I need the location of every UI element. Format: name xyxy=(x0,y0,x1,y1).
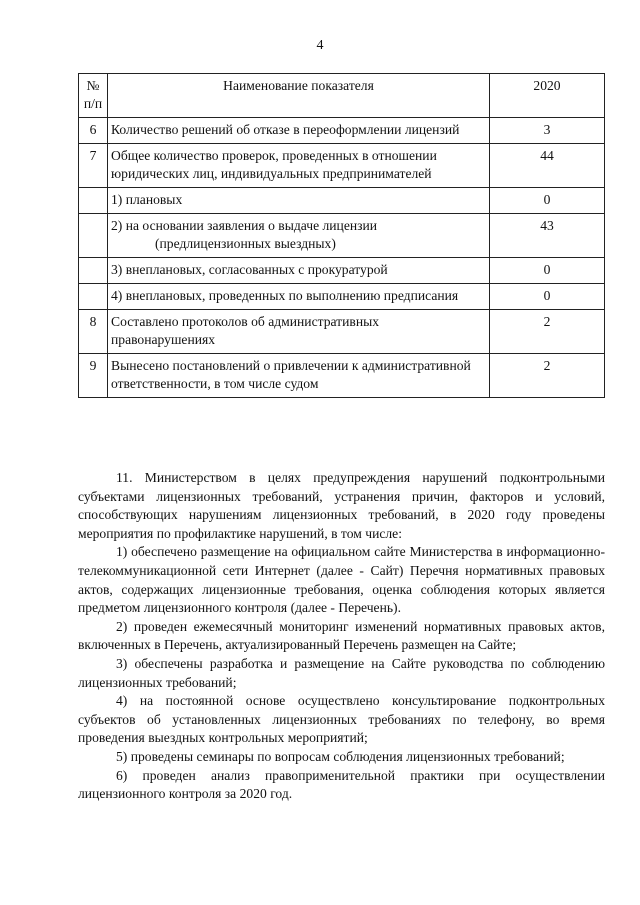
row-value: 0 xyxy=(490,258,605,284)
page-number: 4 xyxy=(316,38,324,53)
header-year: 2020 xyxy=(490,74,605,118)
row-name: 1) плановых xyxy=(108,188,490,214)
row-name: Составлено протоколов об административных правонарушениях xyxy=(108,310,490,354)
header-num: № п/п xyxy=(79,74,108,118)
row-value: 2 xyxy=(490,310,605,354)
paragraph-item-1: 1) обеспечено размещение на официальном сайте Министерства в информационно-телекоммуникационной сети Интернет (далее - Сайт) Перечня нормативных правовых актов, содержащих лицензионные требования, оценка соблюдения которых является предметом лицензионного контроля (далее - Перечень). xyxy=(78,544,605,616)
header-name: Наименование показателя xyxy=(108,74,490,118)
row-name-line1: 2) на основании заявления о выдаче лицензии xyxy=(111,218,378,233)
row-num: 6 xyxy=(79,118,108,144)
table-row xyxy=(79,188,605,214)
row-value: 43 xyxy=(490,214,605,258)
table-row xyxy=(79,118,605,144)
paragraph-item-5: 5) проведены семинары по вопросам соблюдения лицензионных требований; xyxy=(116,748,565,764)
row-value: 0 xyxy=(490,188,605,214)
row-num: 7 xyxy=(79,144,108,188)
table-row xyxy=(79,258,605,284)
row-num: 8 xyxy=(79,310,108,354)
table-row xyxy=(79,310,605,354)
row-name-line2: (предлицензионных выездных) xyxy=(155,236,336,251)
row-name: Количество решений об отказе в переоформлении лицензий xyxy=(108,118,490,144)
table-header-row xyxy=(79,74,605,118)
row-value: 0 xyxy=(490,284,605,310)
row-num xyxy=(79,188,108,214)
row-num xyxy=(79,214,108,258)
table-row xyxy=(79,214,605,258)
row-name: Общее количество проверок, проведенных в отношении юридических лиц, индивидуальных предпринимателей xyxy=(108,144,490,188)
row-name: 3) внеплановых, согласованных с прокуратурой xyxy=(108,258,490,284)
row-name: Вынесено постановлений о привлечении к административной ответственности, в том числе судом xyxy=(108,354,490,398)
row-num: 9 xyxy=(79,354,108,398)
row-num xyxy=(79,284,108,310)
body-text xyxy=(78,469,605,804)
paragraph-item-4: 4) на постоянной основе осуществлено консультирование подконтрольных субъектов об установленных лицензионных требованиях по телефону, во время проведения выездных контрольных мероприятий; xyxy=(78,693,605,746)
table-row xyxy=(79,284,605,310)
indicators-table xyxy=(78,73,605,398)
row-value: 44 xyxy=(490,144,605,188)
row-num xyxy=(79,258,108,284)
table-row xyxy=(79,354,605,398)
table-row xyxy=(79,144,605,188)
paragraph-item-2: 2) проведен ежемесячный мониторинг изменений нормативных правовых актов, включенных в Перечень, актуализированный Перечень размещен на Сайте; xyxy=(78,618,605,653)
row-name: 4) внеплановых, проведенных по выполнению предписания xyxy=(108,284,490,310)
paragraph-item-3: 3) обеспечены разработка и размещение на Сайте руководства по соблюдению лицензионных требований; xyxy=(78,655,605,690)
row-value: 3 xyxy=(490,118,605,144)
row-value: 2 xyxy=(490,354,605,398)
row-name xyxy=(108,214,490,258)
paragraph-item-6: 6) проведен анализ правоприменительной практики при осуществлении лицензионного контроля за 2020 год. xyxy=(78,767,605,802)
paragraph-intro: 11. Министерством в целях предупреждения нарушений подконтрольными субъектами лицензионных требований, устранения причин, факторов и условий, способствующих нарушениям лицензионных требований, в 2020 году проведены мероприятия по профилактике нарушений, в том числе: xyxy=(78,470,605,541)
